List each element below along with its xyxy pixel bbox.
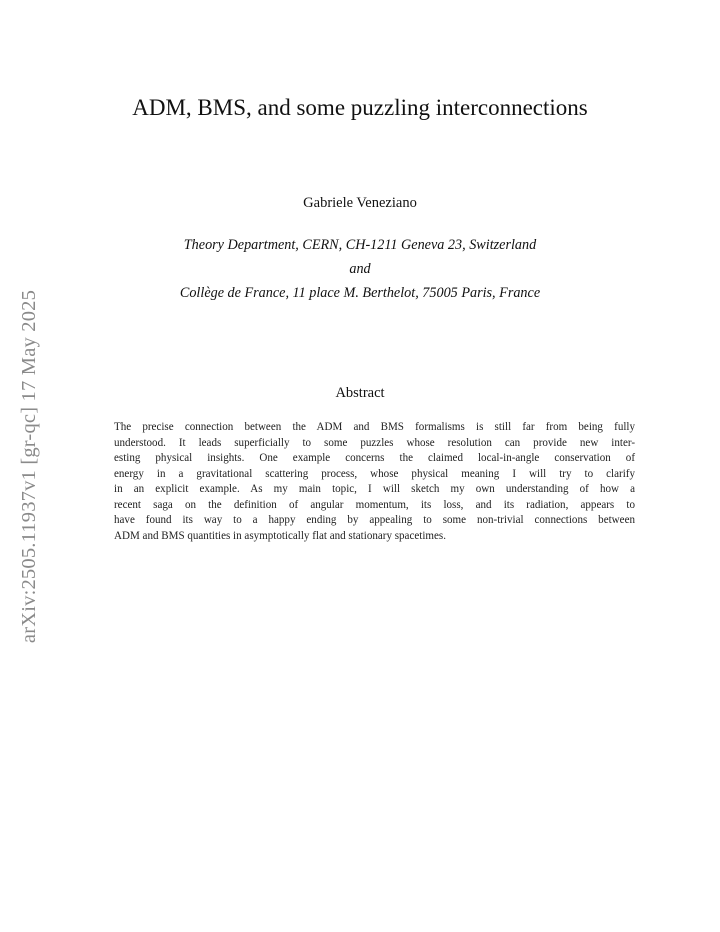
- abstract-line: The precise connection between the ADM and BMS formalisms is still far from being fully: [114, 421, 635, 433]
- affiliation-cern: Theory Department, CERN, CH-1211 Geneva 23, Switzerland: [183, 237, 537, 253]
- abstract-line: energy in a gravitational scattering process, whose physical meaning I will try to clarify: [114, 467, 635, 480]
- paper-title: ADM, BMS, and some puzzling interconnections: [132, 95, 588, 120]
- arxiv-identifier-text: arXiv:2505.11937v1 [gr-qc] 17 May 2025: [18, 289, 41, 643]
- abstract-line: ADM and BMS quantities in asymptotically flat and stationary spacetimes.: [114, 529, 446, 542]
- affiliation-conjunction: and: [349, 261, 371, 277]
- abstract-line: understood. It leads superficially to some puzzles whose resolution can provide new inter-: [114, 436, 635, 449]
- abstract-heading: Abstract: [335, 385, 385, 401]
- abstract-body: [114, 420, 635, 544]
- arxiv-identifier-stamp: [10, 260, 50, 672]
- author-name: Gabriele Veneziano: [303, 195, 417, 211]
- affiliation-college-de-france: Collège de France, 11 place M. Berthelot, 75005 Paris, France: [179, 285, 541, 301]
- abstract-line: esting physical insights. One example concerns the claimed local-in-angle conservation of: [114, 452, 635, 464]
- abstract-line: recent saga on the definition of angular momentum, its loss, and its radiation, appears to: [114, 498, 635, 511]
- abstract-line: in an explicit example. As my main topic, I will sketch my own understanding of how a: [114, 483, 635, 495]
- abstract-line: have found its way to a happy ending by appealing to some non-trivial connections between: [114, 514, 635, 526]
